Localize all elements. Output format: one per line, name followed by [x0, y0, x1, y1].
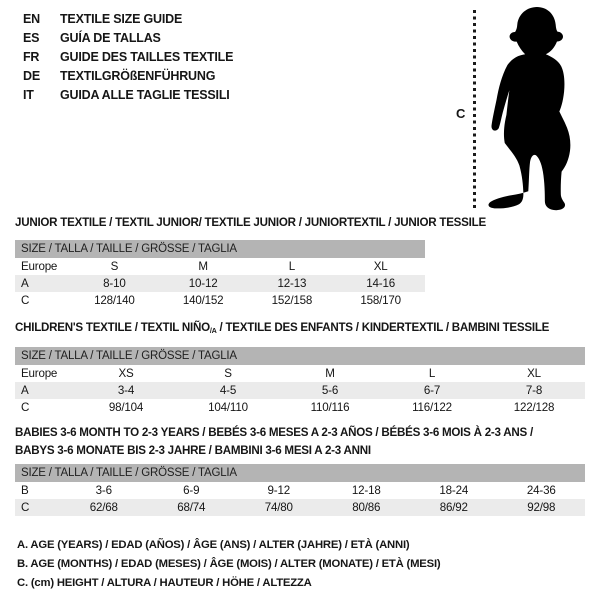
cell-value: 4-5 — [219, 384, 237, 397]
table-row-height — [15, 292, 425, 309]
cell-value: 158/170 — [360, 294, 401, 307]
footnote-height: C. (cm) HEIGHT / ALTURA / HAUTEUR / HÖHE / ALTEZZA — [17, 577, 312, 589]
footnote-age-months: B. AGE (MONTHS) / EDAD (MESES) / ÂGE (MOIS) / ALTER (MONATE) / ETÀ (MESI) — [17, 558, 441, 570]
table-row-age — [15, 382, 585, 399]
lang-code: ES — [23, 30, 40, 45]
cell-value: 14-16 — [366, 277, 395, 290]
babies-title-line1: BABIES 3-6 MONTH TO 2-3 YEARS / BEBÉS 3-6 MESES A 2-3 AÑOS / BÉBÉS 3-6 MOIS À 2-3 ANS / — [15, 426, 533, 439]
junior-size-table — [15, 240, 425, 309]
size-header-row: SIZE / TALLA / TAILLE / GRÖSSE / TAGLIA — [15, 240, 425, 258]
table-row-europe — [15, 258, 425, 275]
row-label: A — [21, 384, 29, 397]
cell-value: 68/74 — [177, 501, 206, 514]
lang-label: GUIDA ALLE TAGLIE TESSILI — [60, 87, 230, 102]
cell-value: 10-12 — [188, 277, 218, 290]
cell-value: XS — [118, 367, 134, 380]
cell-value: M — [325, 367, 335, 380]
cell-value: 128/140 — [94, 294, 135, 307]
lang-label: GUÍA DE TALLAS — [60, 30, 161, 45]
lang-row-es — [23, 28, 233, 47]
babies-table-title — [15, 424, 533, 460]
cell-value: 12-13 — [277, 277, 307, 290]
babies-title-line2: BABYS 3-6 MONATE BIS 2-3 JAHRE / BAMBINI 3-6 MESI A 2-3 ANNI — [15, 444, 371, 457]
language-title-block — [23, 9, 233, 104]
cell-value: 74/80 — [264, 501, 293, 514]
cell-value: S — [224, 367, 232, 380]
children-size-table — [15, 347, 585, 416]
height-marker-label: C — [456, 106, 466, 121]
cell-value: 3-4 — [117, 384, 135, 397]
cell-value: 152/158 — [271, 294, 313, 307]
cell-value: 86/92 — [439, 501, 468, 514]
lang-label: TEXTILGRÖßENFÜHRUNG — [60, 68, 216, 83]
cell-value: 140/152 — [182, 294, 224, 307]
row-label: B — [21, 484, 29, 497]
cell-value: 110/116 — [310, 401, 350, 414]
table-row-height — [15, 399, 585, 416]
children-title-post: / TEXTILE DES ENFANTS / KINDERTEXTIL / BAMBINI TESSILE — [216, 321, 550, 334]
cell-value: 80/86 — [352, 501, 381, 514]
row-label: C — [21, 501, 30, 514]
row-label: C — [21, 294, 30, 307]
row-label: C — [21, 401, 30, 414]
cell-value: XL — [373, 260, 388, 273]
row-label: Europe — [21, 260, 58, 273]
cell-value: S — [110, 260, 119, 273]
lang-code: EN — [23, 11, 40, 26]
cell-value: 12-18 — [351, 484, 381, 497]
lang-row-it — [23, 85, 233, 104]
cell-value: 92/98 — [527, 501, 556, 514]
size-header-row: SIZE / TALLA / TAILLE / GRÖSSE / TAGLIA — [15, 464, 585, 482]
children-title-pre: CHILDREN'S TEXTILE / TEXTIL NIÑO — [15, 321, 210, 334]
lang-row-en — [23, 9, 233, 28]
height-dashed-line — [473, 10, 476, 208]
lang-label: TEXTILE SIZE GUIDE — [60, 11, 183, 26]
lang-code: FR — [23, 49, 40, 64]
row-label: Europe — [21, 367, 58, 380]
lang-row-fr — [23, 47, 233, 66]
table-row-height — [15, 499, 585, 516]
cell-value: 122/128 — [513, 401, 555, 414]
table-row-age — [15, 275, 425, 292]
babies-size-table — [15, 464, 585, 516]
cell-value: 104/110 — [208, 401, 248, 414]
cell-value: 6-7 — [423, 384, 441, 397]
cell-value: 7-8 — [525, 384, 543, 397]
lang-code: IT — [23, 87, 34, 102]
toddler-silhouette-image — [485, 4, 585, 211]
cell-value: 8-10 — [103, 277, 126, 290]
footnote-age-years: A. AGE (YEARS) / EDAD (AÑOS) / ÂGE (ANS) / ALTER (JAHRE) / ETÀ (ANNI) — [17, 539, 410, 551]
cell-value: 3-6 — [95, 484, 112, 497]
lang-code: DE — [23, 68, 40, 83]
cell-value: 6-9 — [183, 484, 200, 497]
junior-table-title: JUNIOR TEXTILE / TEXTIL JUNIOR/ TEXTILE JUNIOR / JUNIORTEXTIL / JUNIOR TESSILE — [15, 216, 486, 229]
cell-value: M — [198, 260, 208, 273]
cell-value: 62/68 — [89, 501, 118, 514]
footnotes-block — [17, 536, 440, 593]
cell-value: XL — [527, 367, 541, 380]
lang-label: GUIDE DES TAILLES TEXTILE — [60, 49, 234, 64]
children-table-title — [15, 321, 549, 335]
cell-value: L — [428, 367, 436, 380]
table-row-age-months — [15, 482, 585, 499]
table-row-europe — [15, 365, 585, 382]
size-header-row: SIZE / TALLA / TAILLE / GRÖSSE / TAGLIA — [15, 347, 585, 365]
cell-value: 5-6 — [321, 384, 339, 397]
cell-value: 116/122 — [412, 401, 452, 414]
children-title-subscript: /A — [209, 326, 217, 335]
row-label: A — [21, 277, 29, 290]
cell-value: 24-36 — [526, 484, 556, 497]
cell-value: L — [288, 260, 295, 273]
lang-row-de — [23, 66, 233, 85]
cell-value: 18-24 — [439, 484, 469, 497]
cell-value: 9-12 — [267, 484, 290, 497]
cell-value: 98/104 — [108, 401, 144, 414]
